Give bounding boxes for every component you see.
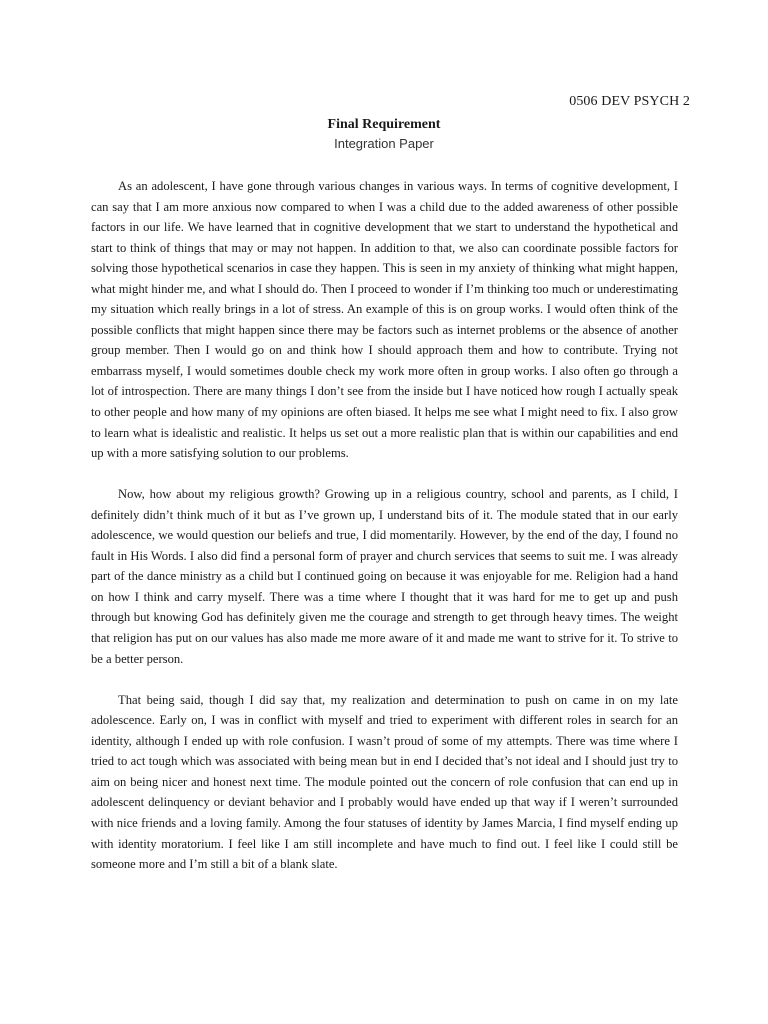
- document-body: [91, 176, 678, 895]
- paragraph-identity: That being said, though I did say that, my realization and determination to push on came in on my late adolescence. Early on, I was in conflict with myself and tried to experiment with different roles in search for an identity, although I ended up with role confusion. I wasn’t proud of some of my attempts. There was time where I tried to act tough which was associated with being mean but in end I decided that’s not ideal and I should just try to aim on being nicer and honest next time. The module pointed out the concern of role confusion that can end up in adolescent delinquency or deviant behavior and I probably would have ended up that way if I weren’t surrounded with nice friends and a loving family. Among the four statuses of identity by James Marcia, I find myself ending up with identity moratorium. I feel like I am still incomplete and have much to find out. I feel like I could still be someone more and I’m still a bit of a blank slate.: [91, 692, 678, 872]
- document-subtitle: Integration Paper: [334, 136, 434, 151]
- paragraph-religious: Now, how about my religious growth? Growing up in a religious country, school and parents, as I child, I definitely didn’t think much of it but as I’ve grown up, I understand bits of it. The module stated that in our early adolescence, we would question our beliefs and true, I did momentarily. However, by the end of the day, I found no fault in His Words. I also did find a personal form of prayer and church services that seems to suit me. I was already part of the dance ministry as a child but I continued going on because it was enjoyable for me. Religion had a hand on how I think and carry myself. There was a time where I thought that it was hard for me to get up and push through but knowing God has definitely given me the courage and strength to get through heavy times. The weight that religion has put on our values has also made me more aware of it and made me want to strive for it. To strive to be a better person.: [91, 487, 678, 666]
- course-code: 0506 DEV PSYCH 2: [569, 94, 690, 109]
- document-title: Final Requirement: [327, 117, 441, 132]
- paragraph-cognitive: As an adolescent, I have gone through various changes in various ways. In terms of cognitive development, I can say that I am more anxious now compared to when I was a child due to the added awareness of other possible factors in our life. We have learned that in cognitive development that we start to understand the hypothetical and start to think of things that may or may not happen. In addition to that, we also can coordinate possible factors for solving those hypothetical scenarios in case they happen. This is seen in my anxiety of thinking what might happen, what might hinder me, and what I should do. Then I proceed to wonder if I’m thinking too much or underestimating my situation which really brings in a lot of stress. An example of this is on group works. I would often think of the possible conflicts that might happen since there may be factors such as internet problems or the absence of another group member. Then I would go on and think how I should approach them and how to contribute. Trying not embarrass myself, I would sometimes double check my work more often in group works. I also often go through a lot of introspection. There are many things I don’t see from the inside but I have noticed how rough I actually speak to other people and how many of my opinions are often biased. It helps me see what I might need to fix. I also grow to learn what is idealistic and realistic. It helps us set out a more realistic plan that is within our capabilities and end up with a more satisfying solution to our problems.: [91, 179, 678, 461]
